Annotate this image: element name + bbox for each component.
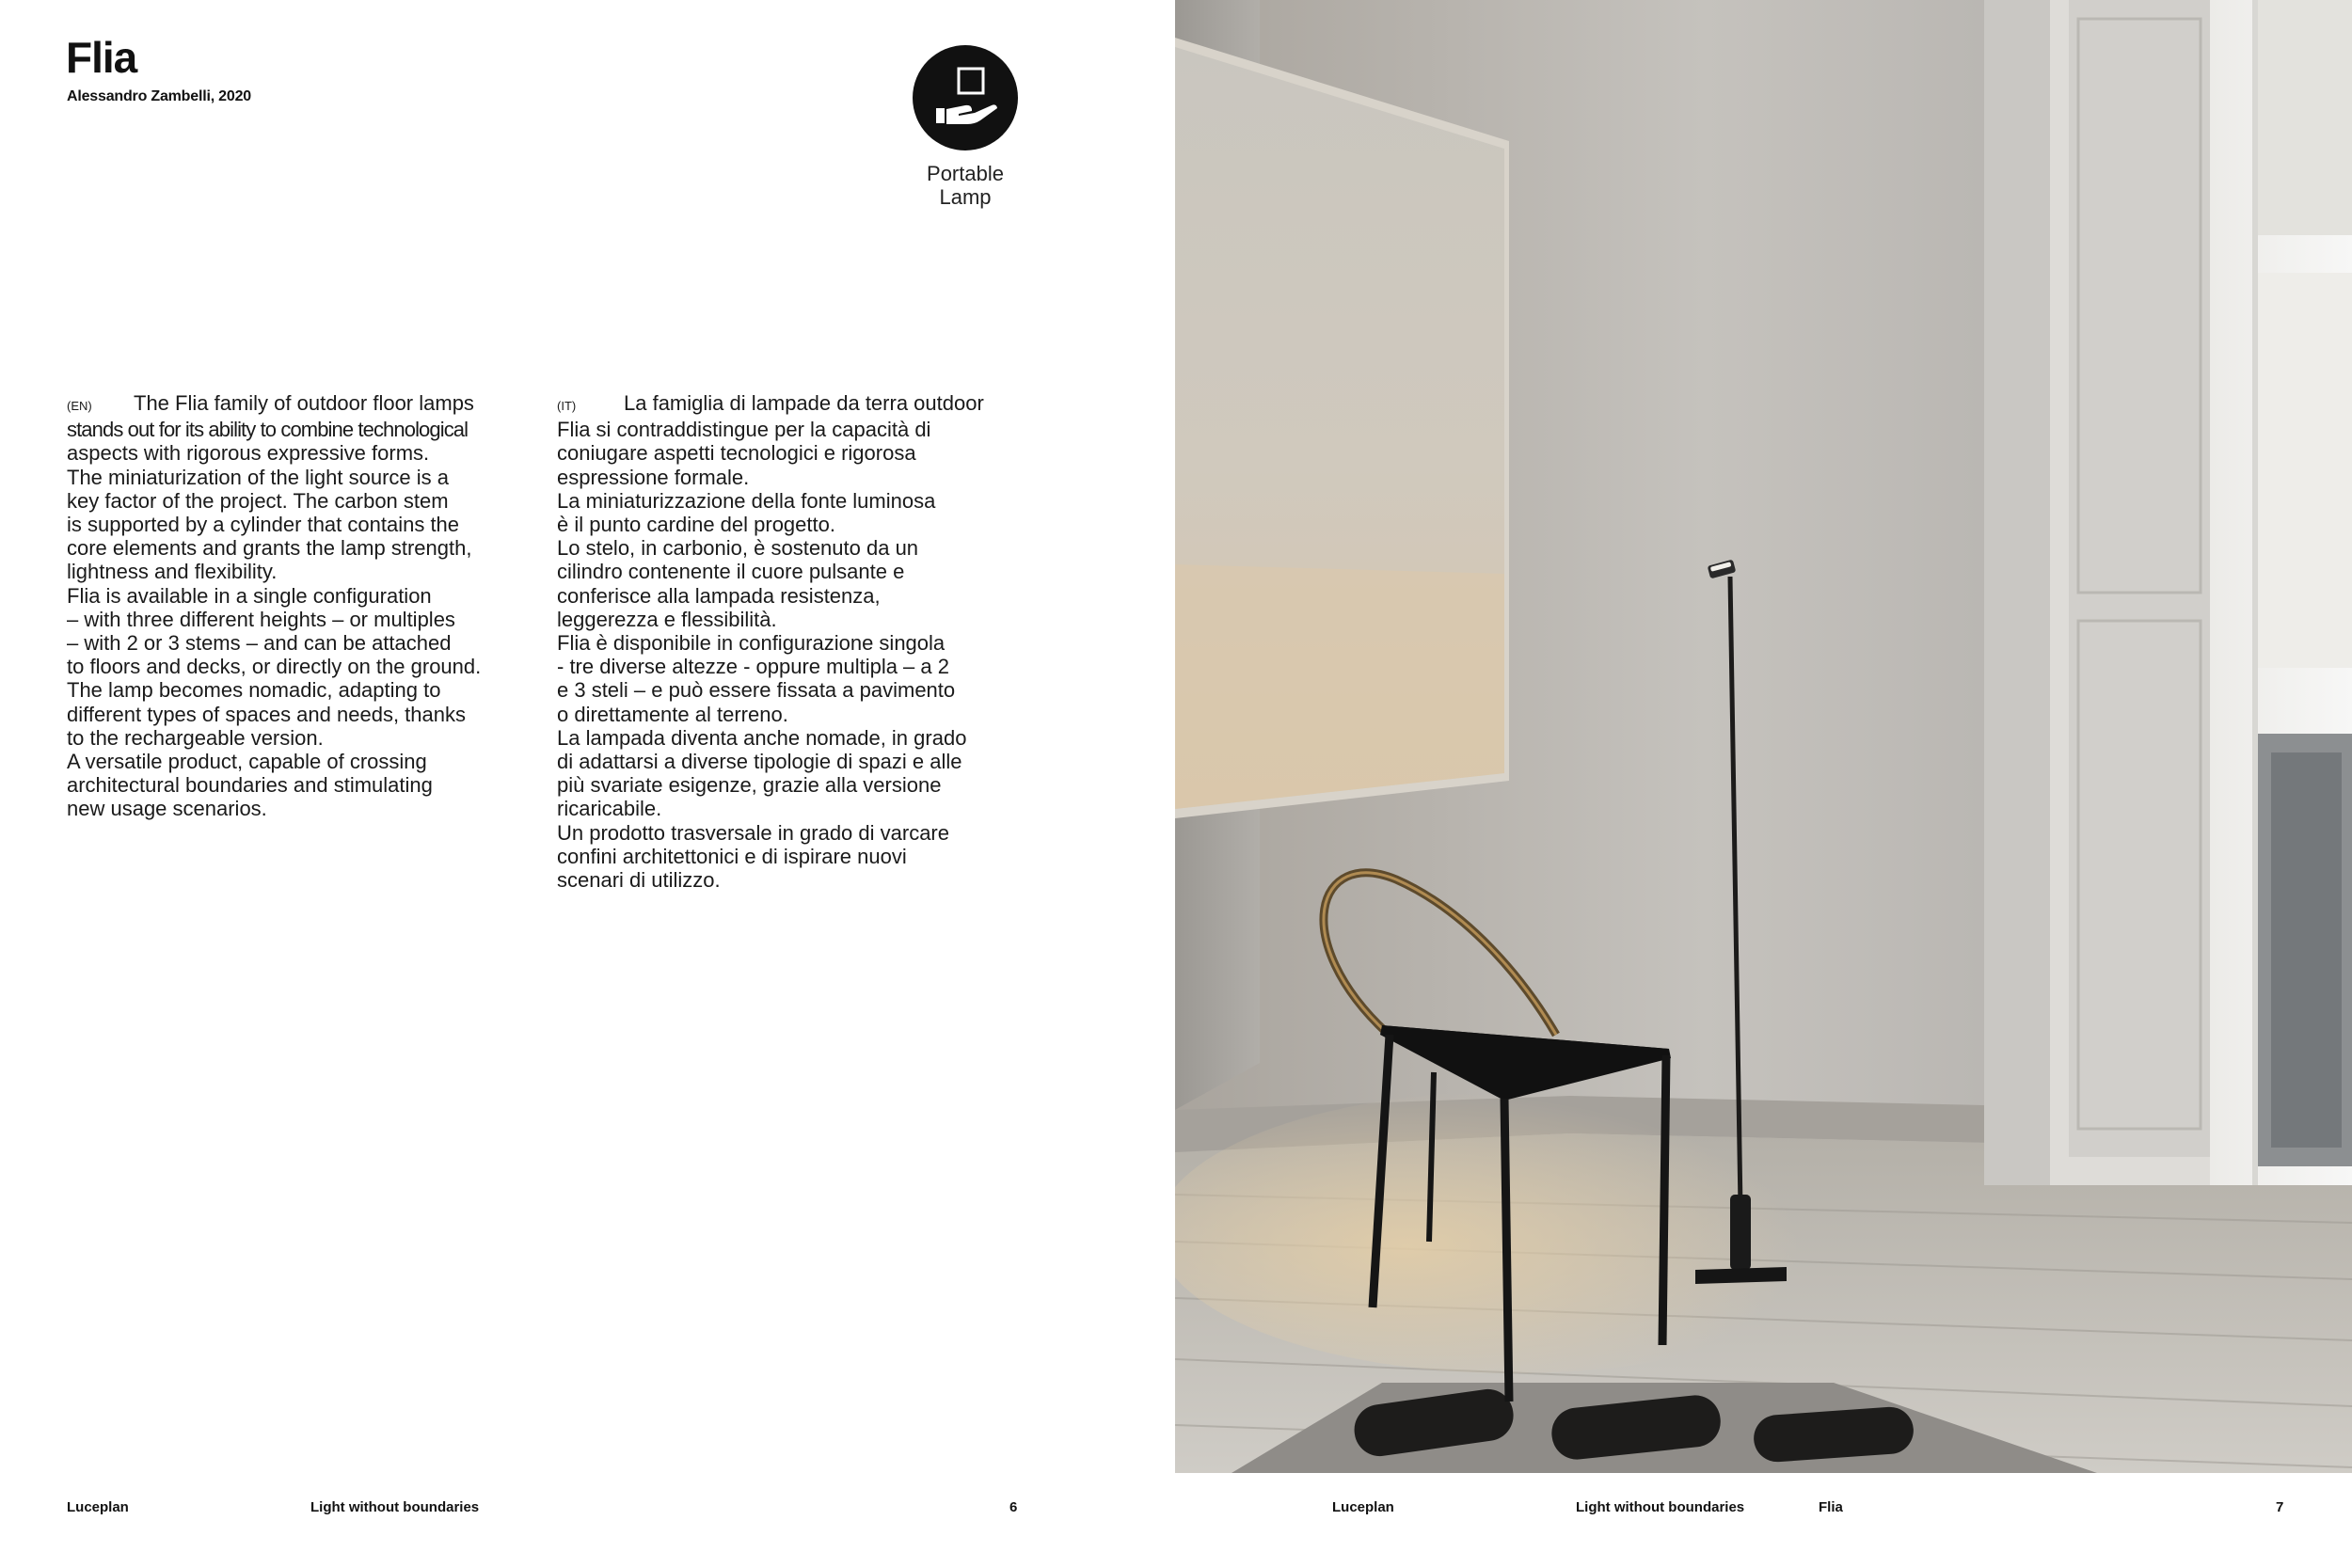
text-line: La miniaturizzazione della fonte luminosa	[557, 488, 936, 513]
text-line: different types of spaces and needs, thanks	[67, 702, 466, 726]
footer-section-right: Light without boundaries	[1576, 1499, 1745, 1515]
text-line: – with 2 or 3 stems – and can be attached	[67, 631, 452, 656]
text-line: conferisce alla lampada resistenza,	[557, 583, 881, 608]
badge-label-line-1: Portable	[927, 162, 1004, 185]
text-line: o direttamente al terreno.	[557, 702, 788, 726]
text-line: to floors and decks, or directly on the ground.	[67, 655, 482, 679]
text-line: e 3 steli – e può essere fissata a pavimento	[557, 678, 956, 703]
language-tag-it: (IT)	[557, 399, 577, 413]
text-line: più svariate esigenze, grazie alla versione	[557, 773, 942, 798]
badge-label	[890, 162, 1041, 209]
text-line: Un prodotto trasversale in grado di varcare	[557, 820, 949, 845]
page-number-right: 7	[2276, 1499, 2284, 1515]
text-line: lightness and flexibility.	[67, 560, 278, 584]
page-number-left: 6	[1009, 1499, 1018, 1515]
flia-lamp-and-chair-photo	[1175, 0, 2352, 1473]
english-text-column	[67, 391, 547, 821]
footer-chapter-right: Flia	[1819, 1499, 1843, 1515]
text-line: Flia si contraddistingue per la capacità di	[557, 418, 931, 442]
text-line: confini architettonici e di ispirare nuovi	[557, 844, 907, 868]
text-line: La lampada diventa anche nomade, in grado	[557, 725, 967, 750]
footer-brand-left: Luceplan	[67, 1499, 129, 1515]
text-line: – with three different heights – or multiples	[67, 607, 455, 631]
text-line: di adattarsi a diverse tipologie di spazi e alle	[557, 750, 962, 774]
designer-credit: Alessandro Zambelli, 2020	[67, 88, 251, 104]
text-line: The miniaturization of the light source is a	[67, 465, 449, 489]
text-line: (IT) La famiglia di lampade da terra outdoor	[557, 391, 1037, 418]
right-page	[1175, 0, 2352, 1568]
text-line: scenari di utilizzo.	[557, 868, 721, 893]
text-line: to the rechargeable version.	[67, 725, 324, 750]
italian-text-column	[557, 391, 1037, 892]
text-line: new usage scenarios.	[67, 797, 267, 821]
text-line: è il punto cardine del progetto.	[557, 513, 835, 537]
left-page	[0, 0, 1175, 1568]
badge-label-line-2: Lamp	[939, 185, 992, 209]
text-line: leggerezza e flessibilità.	[557, 607, 777, 631]
text-line: (EN) The Flia family of outdoor floor lamps	[67, 391, 547, 418]
text-line: The lamp becomes nomadic, adapting to	[67, 678, 441, 703]
text-line: Flia is available in a single configuration	[67, 583, 432, 608]
page-title: Flia	[66, 33, 137, 82]
text-line: stands out for its ability to combine technological	[67, 418, 469, 442]
text-line: key factor of the project. The carbon stem	[67, 488, 449, 513]
text-line: A versatile product, capable of crossing	[67, 750, 427, 774]
footer-brand-right: Luceplan	[1332, 1499, 1394, 1515]
text-line: Flia è disponibile in configurazione singola	[557, 631, 946, 656]
text-line: core elements and grants the lamp strength,	[67, 536, 472, 561]
text-line: architectural boundaries and stimulating	[67, 773, 433, 798]
text-line: Lo stelo, in carbonio, è sostenuto da un	[557, 536, 919, 561]
text-line: coniugare aspetti tecnologici e rigorosa	[557, 441, 916, 466]
footer-section-left: Light without boundaries	[310, 1499, 480, 1515]
text-line: ricaricabile.	[557, 797, 662, 821]
text-line: - tre diverse altezze - oppure multipla – a 2	[557, 655, 949, 679]
portable-lamp-hand-icon	[913, 45, 1018, 150]
text-line: cilindro contenente il cuore pulsante e	[557, 560, 905, 584]
language-tag-en: (EN)	[67, 399, 92, 413]
text-line: is supported by a cylinder that contains the	[67, 513, 460, 537]
text-line: espressione formale.	[557, 465, 750, 489]
text-line: aspects with rigorous expressive forms.	[67, 441, 430, 466]
